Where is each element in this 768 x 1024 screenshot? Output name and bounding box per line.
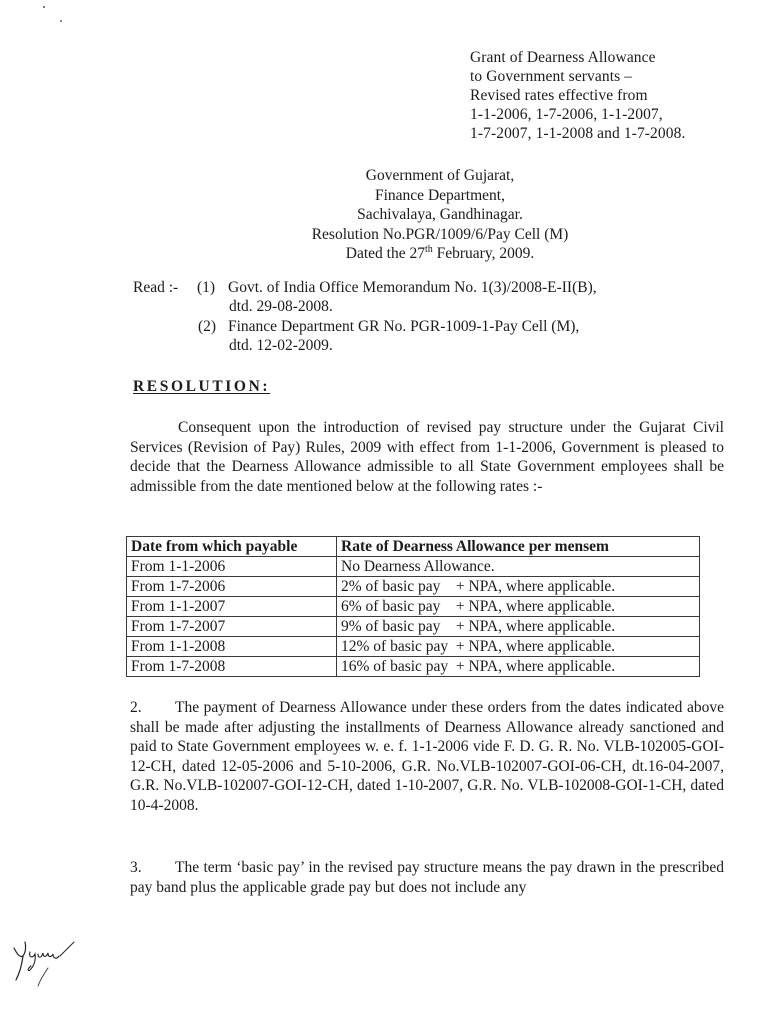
date-cell: From 1-1-2006 [127,557,337,577]
paragraph-3-text: The term ‘basic pay’ in the revised pay structure means the pay drawn in the prescribed pay band plus the applicable grade pay but does not include any [130,859,724,896]
reference-text: Govt. of India Office Memorandum No. 1(3)/2008-E-II(B), [228,279,597,296]
column-header: Date from which payable [127,537,337,557]
place-name: Sachivalaya, Gandhinagar. [357,206,523,223]
reference-number: (2) [198,318,217,335]
table-header-row [127,537,700,557]
date-prefix: Dated the 27 [345,245,425,262]
subject-line: 1-7-2007, 1-1-2008 and 1-7-2008. [470,125,686,142]
handwritten-signature [8,930,78,990]
date-cell: From 1-7-2007 [127,617,337,637]
date-cell: From 1-7-2008 [127,657,337,677]
table-row [127,597,700,617]
reference-date: dtd. 12-02-2009. [229,337,333,354]
date-suffix-sup: th [424,243,433,255]
reference-number: (1) [197,279,216,296]
table-row [127,557,700,577]
date-suffix: February, 2009. [432,245,535,262]
reference-text: Finance Department GR No. PGR-1009-1-Pay Cell (M), [228,318,580,335]
subject-line: Revised rates effective from [470,87,648,104]
rate-cell: 6% of basic pay + NPA, where applicable. [337,597,700,617]
da-rates-table [126,536,700,677]
date-cell: From 1-1-2007 [127,597,337,617]
paragraph-2 [130,698,724,815]
date-cell: From 1-1-2008 [127,637,337,657]
rate-cell: No Dearness Allowance. [337,557,700,577]
scan-marks [0,0,80,30]
reference-date: dtd. 29-08-2008. [229,298,333,315]
read-label: Read :- [133,279,179,296]
rate-cell: 2% of basic pay + NPA, where applicable. [337,577,700,597]
paragraph-3 [130,858,724,897]
table-row [127,637,700,657]
resolution-number: Resolution No.PGR/1009/6/Pay Cell (M) [311,225,569,243]
subject-line: Grant of Dearness Allowance [470,49,656,66]
paragraph-1 [130,418,724,496]
resolution-heading: RESOLUTION: [133,378,271,395]
date-cell: From 1-7-2006 [127,577,337,597]
department-name: Finance Department, [375,186,505,204]
subject-block [470,48,685,143]
table-row [127,617,700,637]
paragraph-1-text: Consequent upon the introduction of revised pay structure under the Gujarat Civil Services (Revision of Pay) Rules, 2009 with effect from 1-1-2006, Government is pleased to decide that the Dearness Allowance admissible to all State Government employees shall be admissible from the date mentioned below at the following rates :- [130,419,724,495]
paragraph-2-text: The payment of Dearness Allowance under these orders from the dates indicated above shall be made after adjusting the installments of Dearness Allowance already sanctioned and paid to State Government employees w. e. f. 1-1-2006 vide F. D. G. R. No. VLB-102005-GOI-12-CH, dated 12-05-2006 and 5-10-2006, G.R. No.VLB-102007-GOI-06-CH, dt.16-04-2007, G.R. No.VLB-102007-GOI-12-CH, dated 1-10-2007, G.R. No. VLB-102008-GOI-1-CH, dated 10-4-2008. [130,699,724,814]
paragraph-number: 3. [130,859,142,876]
paragraph-number: 2. [130,699,142,716]
rate-cell: 12% of basic pay + NPA, where applicable. [337,637,700,657]
table-row [127,577,700,597]
rate-cell: 9% of basic pay + NPA, where applicable. [337,617,700,637]
subject-line: 1-1-2006, 1-7-2006, 1-1-2007, [470,106,663,123]
table-row [127,657,700,677]
subject-line: to Government servants – [470,68,633,85]
issuer-header [240,166,640,264]
rate-cell: 16% of basic pay + NPA, where applicable. [337,657,700,677]
government-name: Government of Gujarat, [365,167,515,184]
resolution-date [240,244,640,264]
column-header: Rate of Dearness Allowance per mensem [337,537,700,557]
